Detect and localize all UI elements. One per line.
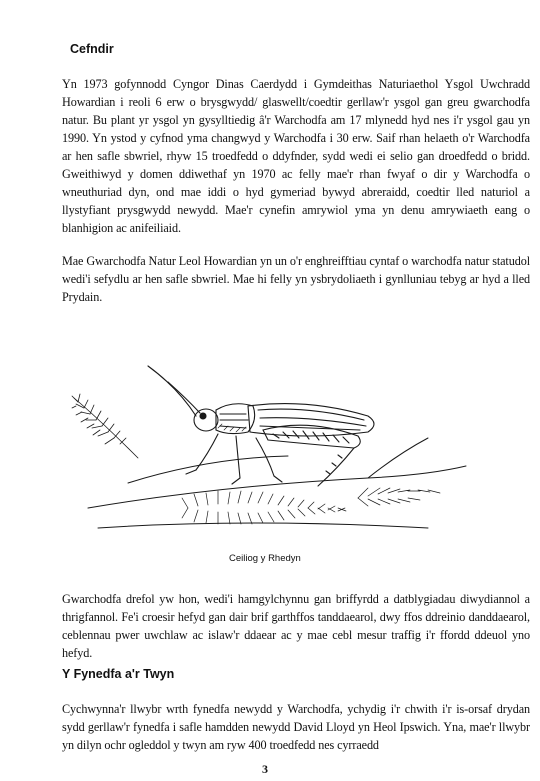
- grasshopper-illustration: [68, 358, 468, 550]
- paragraph-path-description: Cychwynna'r llwybr wrth fynedfa newydd y Warchodfa, ychydig i'r chwith i'r is-orsaf drydan sydd gerllaw'r fynedfa i safle hamdden newydd David Lloyd yn Heol Ipswich. Yna, mae'r llwybr yn dilyn ochr ogleddol y twyn am ryw 400 troedfedd nes cyrraedd: [62, 702, 530, 752]
- paragraph-statutory-reserve: Mae Gwarchodfa Natur Leol Howardian yn un o'r enghreifftiau cyntaf o warchodfa natur statudol wedi'i sefydlu ar hen safle sbwriel. Mae hi felly yn ysbrydoliaeth i gynlluniau tebyg ar hyd a lled Prydain.: [62, 254, 530, 304]
- illustration-caption: Ceiliog y Rhedyn: [229, 553, 301, 564]
- seed-head-foliage: [182, 488, 440, 524]
- paragraph-urban-reserve: Gwarchodfa drefol yw hon, wedi'i hamgylchynnu gan briffyrdd a datblygiadau diwydiannol a thrigfannol. Fe'i croesir hefyd gan dair brif garthffos tanddaearol, dwy ffos ddreinio danddaearol, ceblennau pwer uwchlaw ac islaw'r ddaear ac y mae cebl mesur traffig i'r ffordd ddeuol yno hefyd.: [62, 592, 530, 660]
- heading-background: Cefndir: [70, 42, 114, 56]
- grass-plume-left: [72, 394, 138, 458]
- grasshopper: [148, 366, 374, 486]
- paragraph-history: Yn 1973 gofynnodd Cyngor Dinas Caerdydd i Gymdeithas Naturiaethol Ysgol Uwchradd Howardian i reoli 6 erw o brysgwydd/ glaswellt/coedtir gerllaw'r ysgol gan greu gwarchodfa natur. Bu plant yr ysgol yn gysylltiedig â'r Warchodfa am 17 mlynedd hyd nes i'r ysgol gau yn 1990. Yn ystod y cyfnod yma changwyd y Warchodfa i 30 erw. Saif rhan helaeth o'r Warchodfa ar hen safle sbwriel, rhyw 15 troedfedd o ddyfnder, sydd wedi ei selio gan droedfedd o bridd. Gweithiwyd y domen ddiwethaf yn 1970 ac felly mae'r rhan fwyaf o dir y Warchodfa o wneuthuriad dyn, ond mae iddi o hyd gymeriad bywyd abreraidd, coedtir lled naturiol a llystyfiant prysgwydd newydd. Mae'r cynefin amrywiol yma yn denu amrywiaeth eang o blanhigion ac anifeiliaid.: [62, 77, 530, 235]
- grass-stems: [88, 438, 466, 528]
- heading-entrance-mound: Y Fynedfa a'r Twyn: [62, 667, 175, 681]
- page-number: 3: [262, 762, 268, 776]
